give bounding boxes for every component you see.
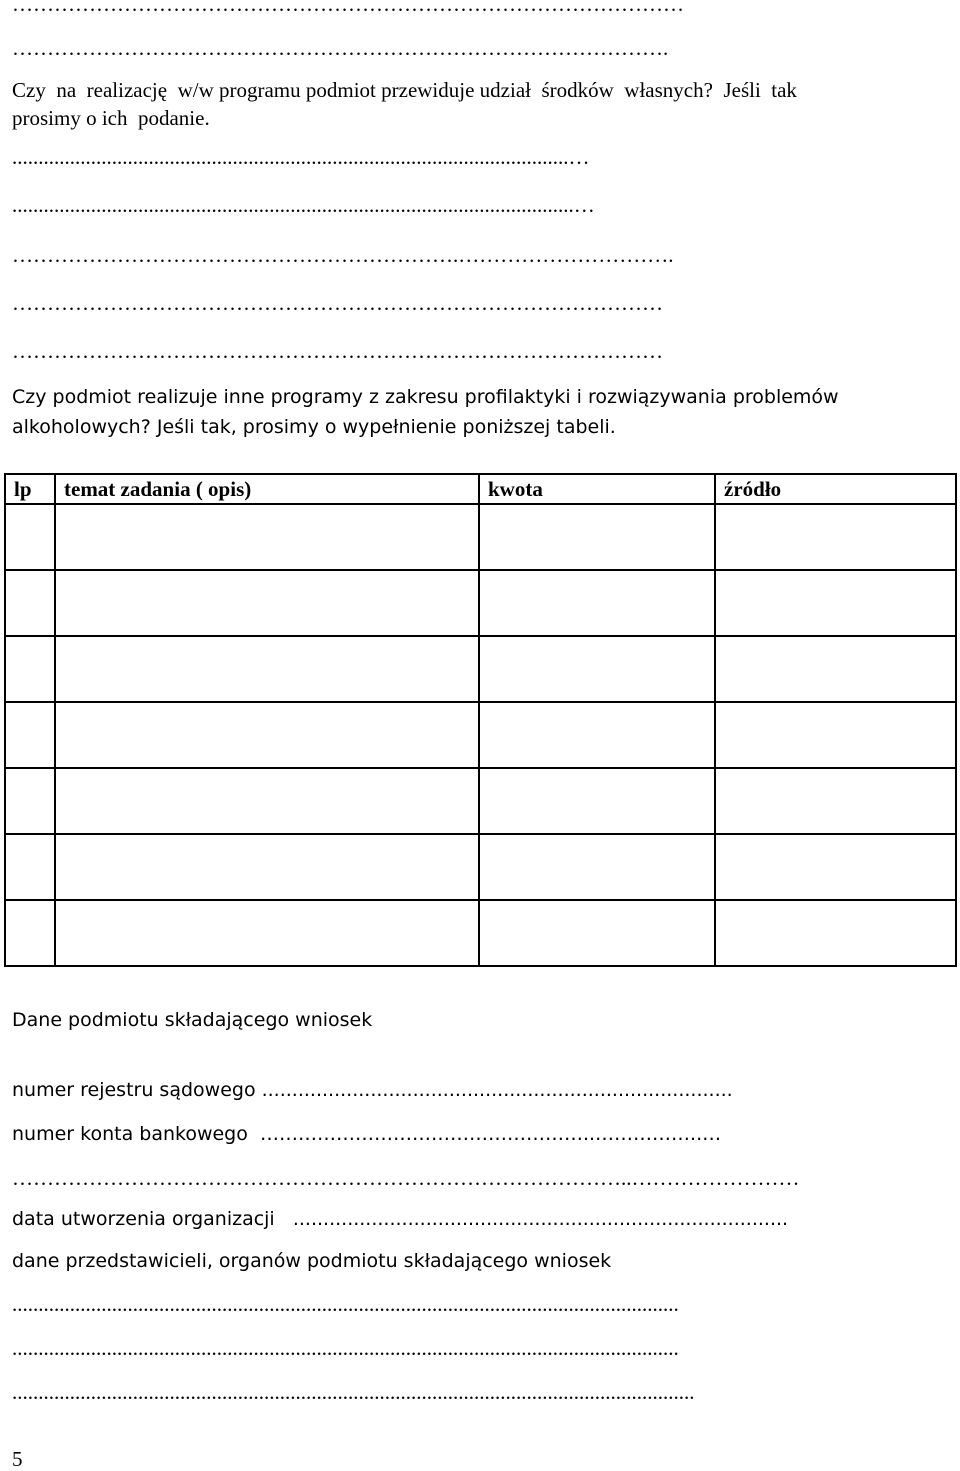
cell-kwota[interactable] <box>479 768 715 834</box>
cell-zrodlo[interactable] <box>715 504 956 570</box>
cell-temat[interactable] <box>55 768 479 834</box>
table-row <box>5 636 956 702</box>
table-row <box>5 768 956 834</box>
cell-temat[interactable] <box>55 636 479 702</box>
other-programs-question-line-2: alkoholowych? Jeśli tak, prosimy o wypełnienie poniższej tabeli. <box>12 416 616 438</box>
programs-table <box>4 473 957 967</box>
answer-dotted-line: ………………………………………………………………………………… <box>12 291 663 315</box>
bank-account-field[interactable]: numer konta bankowego ……………………………………………..……………..… <box>12 1123 722 1145</box>
header-lp: lp <box>5 474 55 504</box>
cell-zrodlo[interactable] <box>715 834 956 900</box>
cell-temat[interactable] <box>55 570 479 636</box>
cell-lp[interactable] <box>5 900 55 966</box>
cell-kwota[interactable] <box>479 570 715 636</box>
page-number: 5 <box>12 1447 23 1471</box>
cell-zrodlo[interactable] <box>715 636 956 702</box>
applicant-heading: Dane podmiotu składającego wniosek <box>12 1009 373 1031</box>
cell-zrodlo[interactable] <box>715 702 956 768</box>
representatives-field-line[interactable]: .................................................................................................................................. <box>12 1380 695 1404</box>
table-row <box>5 504 956 570</box>
cell-lp[interactable] <box>5 570 55 636</box>
own-funds-question-line-1: Czy na realizację w/w programu podmiot przewiduje udział środków własnych? Jeśli tak <box>12 78 797 102</box>
header-kwota: kwota <box>479 474 715 504</box>
representatives-field-line[interactable]: ............................................................................................................................... <box>12 1292 679 1316</box>
answer-dotted-line: ………………………………………………………………………………… <box>12 339 663 363</box>
cell-temat[interactable] <box>55 834 479 900</box>
cell-kwota[interactable] <box>479 504 715 570</box>
answer-dotted-line: ……………………………………………………….…………………………. <box>12 243 674 267</box>
register-number-field[interactable]: numer rejestru sądowego .............................................................................. <box>12 1079 733 1101</box>
other-programs-question-line-1: Czy podmiot realizuje inne programy z zakresu profilaktyki i rozwiązywania problemów <box>12 386 839 408</box>
cell-lp[interactable] <box>5 834 55 900</box>
cell-kwota[interactable] <box>479 834 715 900</box>
cell-lp[interactable] <box>5 636 55 702</box>
cell-zrodlo[interactable] <box>715 768 956 834</box>
header-zrodlo: źródło <box>715 474 956 504</box>
dotted-line: …………………………………………………………………………………… <box>12 0 684 16</box>
cell-kwota[interactable] <box>479 636 715 702</box>
cell-lp[interactable] <box>5 702 55 768</box>
table-row <box>5 834 956 900</box>
cell-lp[interactable] <box>5 504 55 570</box>
cell-temat[interactable] <box>55 900 479 966</box>
cell-zrodlo[interactable] <box>715 900 956 966</box>
cell-kwota[interactable] <box>479 900 715 966</box>
representatives-field-line[interactable]: ............................................................................................................................... <box>12 1336 679 1360</box>
table-row <box>5 702 956 768</box>
table-row <box>5 900 956 966</box>
representatives-label: dane przedstawicieli, organów podmiotu składającego wniosek <box>12 1250 612 1272</box>
table-row <box>5 570 956 636</box>
own-funds-question-line-2: prosimy o ich podanie. <box>12 106 210 130</box>
cell-temat[interactable] <box>55 504 479 570</box>
cell-temat[interactable] <box>55 702 479 768</box>
answer-dotted-line: ..........................................................................................................… <box>12 145 590 169</box>
table-header-row <box>5 474 956 504</box>
cell-lp[interactable] <box>5 768 55 834</box>
creation-date-field[interactable]: data utworzenia organizacji .................................................................................. <box>12 1208 789 1230</box>
cell-kwota[interactable] <box>479 702 715 768</box>
answer-dotted-line: ...........................................................................................................… <box>12 193 595 217</box>
bank-account-field-continued[interactable]: ……………………………………………………………………………..…………………… <box>12 1166 800 1190</box>
cell-zrodlo[interactable] <box>715 570 956 636</box>
dotted-line: …………………………………………………………………………………. <box>12 36 669 60</box>
header-temat: temat zadania ( opis) <box>55 474 479 504</box>
